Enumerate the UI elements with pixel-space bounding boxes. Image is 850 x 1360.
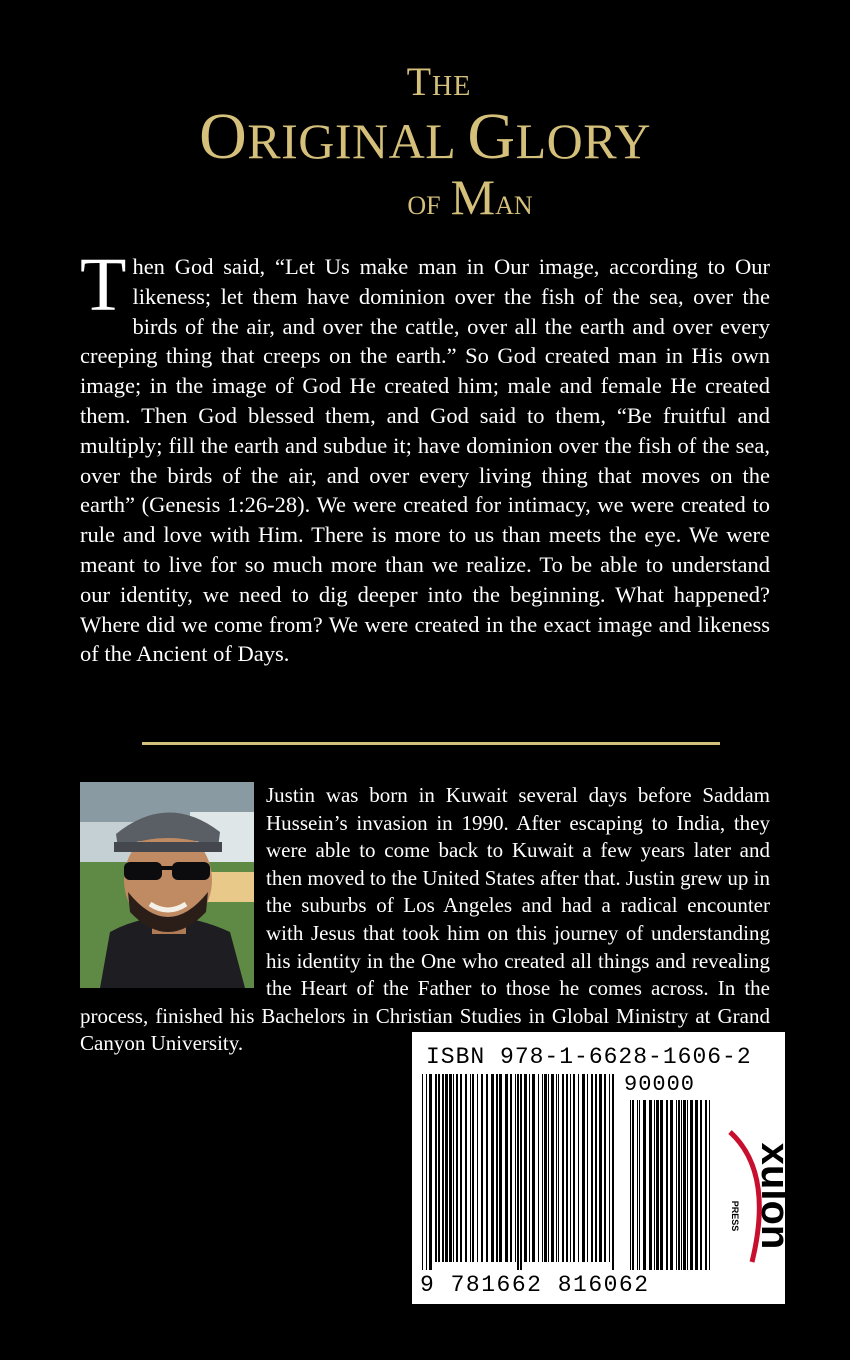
barcode-bar (578, 1074, 579, 1262)
barcode-addon-bar (695, 1100, 698, 1270)
barcode-bar (587, 1074, 588, 1262)
barcode-addon-bar (681, 1100, 682, 1270)
publisher-logo-text: xulon (753, 1142, 797, 1250)
barcode-addon-bar (690, 1100, 693, 1270)
barcode-bar (472, 1074, 474, 1262)
barcode-addon-bar (683, 1100, 686, 1270)
barcode-bar (570, 1074, 571, 1262)
barcode-bar (438, 1074, 440, 1262)
barcode-bar (524, 1074, 527, 1262)
barcode-addon-bar (660, 1100, 663, 1270)
barcode-bar (517, 1074, 519, 1270)
barcode-bar (496, 1074, 498, 1262)
barcode-addon-bar (670, 1100, 673, 1270)
barcode-bar (449, 1074, 452, 1262)
barcode-bar (510, 1074, 512, 1262)
barcode-bar (465, 1074, 467, 1262)
barcode-bar (520, 1074, 522, 1270)
barcode-addon-bar (676, 1100, 677, 1270)
barcode-bar (477, 1074, 478, 1262)
isbn-barcode-panel (412, 1032, 797, 1304)
barcode-bar (422, 1074, 423, 1270)
barcode-addon-bar (709, 1100, 710, 1270)
barcode-bar (532, 1074, 535, 1262)
barcode-addon-bar (630, 1100, 631, 1270)
title-line-of-man: OF MAN (407, 169, 533, 225)
barcode-bar (612, 1074, 614, 1270)
barcode-addon-bar (639, 1100, 640, 1270)
barcode-addon-bar (637, 1100, 638, 1270)
title-line-the: THE (406, 59, 472, 104)
barcode-bar (538, 1074, 539, 1262)
barcode-addon-bar (649, 1100, 652, 1270)
barcode-bar (445, 1074, 448, 1262)
barcode-addon-bar (666, 1100, 668, 1270)
author-bio: Justin was born in Kuwait several days before Saddam Hussein’s invasion in 1990. After escaping to India, they were able to come back to Kuwait a few years later and then moved to the United States after that. Justin grew up in the suburbs of Los Angeles and had a radical encounter with Jesus that took him on this journey of understanding his identity in the One who created all things and revealing the Heart of the Father to those he comes across. In the process, finished his Bachelors in Christian Studies in Global Ministry at Grand Canyon University. (80, 783, 770, 1056)
barcode-bar (558, 1074, 559, 1262)
barcode-bar (595, 1074, 597, 1262)
barcode-addon-bar (654, 1100, 655, 1270)
back-cover-blurb (80, 243, 770, 669)
gold-divider (142, 742, 720, 745)
barcode-bar (499, 1074, 502, 1262)
isbn-label: ISBN 978-1-6628-1606-2 (426, 1044, 752, 1070)
barcode-bar (591, 1074, 593, 1262)
barcode-bar (505, 1074, 508, 1262)
barcode-bar (442, 1074, 444, 1262)
barcode-bar (486, 1074, 488, 1262)
barcode-bar (460, 1074, 462, 1262)
barcode-bar (491, 1074, 494, 1262)
barcode-bar (435, 1074, 437, 1262)
barcode-addon-bar (687, 1100, 688, 1270)
barcode-addon-bar (700, 1100, 702, 1270)
barcode-bar (599, 1074, 602, 1262)
barcode-addon-bar (705, 1100, 707, 1270)
barcode-bar (609, 1074, 610, 1262)
barcode-addon-bar (632, 1100, 634, 1270)
barcode-bar (556, 1074, 557, 1262)
barcode-bar (481, 1074, 483, 1262)
publisher-logo-subtext: PRESS (730, 1200, 740, 1232)
book-title (0, 59, 850, 225)
barcode-bar (582, 1074, 585, 1262)
barcode-bar (470, 1074, 471, 1262)
barcode-bar (542, 1074, 543, 1262)
barcode-addon-bar (643, 1100, 646, 1270)
barcode-bar (529, 1074, 530, 1262)
drop-cap: T (80, 243, 127, 327)
barcode-bar (573, 1074, 575, 1262)
barcode-bar (453, 1074, 454, 1262)
barcode-bar (426, 1074, 427, 1270)
isbn-digits: 9 781662 816062 (420, 1272, 650, 1298)
barcode-bar (562, 1074, 564, 1262)
xulon-press-logo (722, 1112, 797, 1282)
barcode-addon-bar (678, 1100, 680, 1270)
barcode-bar (548, 1074, 549, 1262)
title-line-original-glory: ORIGINAL GLORY (199, 100, 651, 173)
barcode-bar (515, 1074, 516, 1262)
barcode-image (420, 1074, 720, 1272)
barcode-bar (456, 1074, 458, 1262)
blurb-text: hen God said, “Let Us make man in Our image, according to Our likeness; let them have dominion over the fish of the sea, over the birds of the air, and over the cattle, over all the earth and over every creeping thing that creeps on the earth.” So God created man in His own image; in the image of God He created him; male and female He created them. Then God blessed them, and God said to them, “Be fruitful and multiply; fill the earth and subdue it; have dominion over the fish of the sea, over the birds of the air, and over every living thing that moves on the earth” (Genesis 1:26-28). We were created for intimacy, we were created to rule and love with Him. There is more to us than meets the eye. We were meant to live for so much more than we realize. To be able to understand our identity, we need to dig deeper into the beginning. What happened? Where did we come from? We were created in the exact image and likeness of the Ancient of Days. (80, 254, 770, 667)
barcode-bar (429, 1074, 432, 1270)
price-code: 90000 (624, 1072, 696, 1097)
barcode-bar (544, 1074, 547, 1262)
barcode-bar (604, 1074, 606, 1262)
barcode-bar (566, 1074, 568, 1262)
barcode-bar (551, 1074, 554, 1262)
barcode-addon-bar (656, 1100, 659, 1270)
